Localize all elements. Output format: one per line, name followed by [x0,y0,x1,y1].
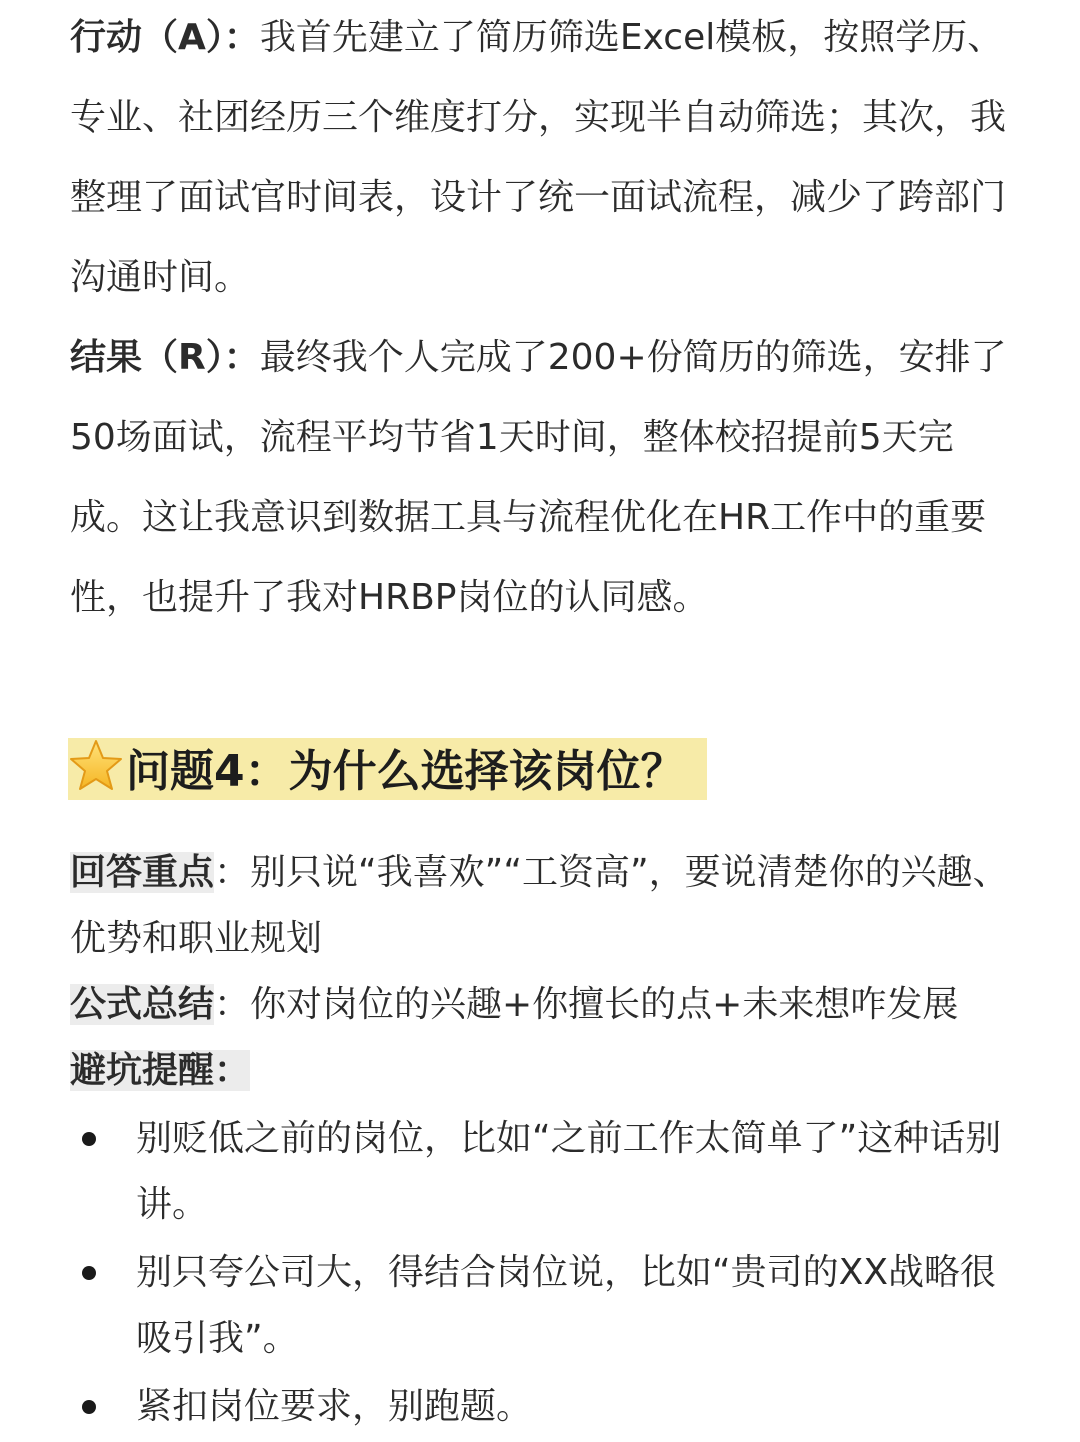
question-title: 问题4：为什么选择该岗位？ [126,746,685,797]
bullet-icon [82,1400,96,1414]
key-point-label: 回答重点 [70,852,215,893]
formula-summary [70,972,1020,1038]
key-point [70,840,1020,972]
result-paragraph [70,318,1020,638]
action-paragraph [70,0,1020,318]
key-point-text: ：别只说“我喜欢”“工资高”，要说清楚你的兴趣、优势和职业规划 [70,852,1009,959]
pitfall-label: 避坑提醒 [70,1050,215,1091]
star-icon [68,738,124,794]
list-item [70,1240,1020,1372]
bullet-icon [82,1266,96,1280]
bullet-icon [82,1132,96,1146]
action-text: 我首先建立了简历筛选Excel模板，按照学历、专业、社团经历三个维度打分，实现半自动筛选；其次，我整理了面试官时间表，设计了统一面试流程，减少了跨部门沟通时间。 [70,17,1007,298]
action-label: 行动（A）： [70,17,260,58]
question-heading [68,738,707,800]
result-text: 最终我个人完成了200+份简历的筛选，安排了50场面试，流程平均节省1天时间，整体校招提前5天完成。这让我意识到数据工具与流程优化在HR工作中的重要性，也提升了我对HRBP岗位的认同感。 [70,337,1007,618]
list-item-text: 别只夸公司大，得结合岗位说，比如“贵司的XX战略很吸引我”。 [136,1252,996,1359]
list-item [70,1106,1020,1238]
list-item [70,1374,1020,1440]
list-item-text: 别贬低之前的岗位，比如“之前工作太简单了”这种话别讲。 [136,1118,1002,1225]
pitfall-list [70,1106,1020,1442]
formula-text: ：你对岗位的兴趣+你擅长的点+未来想咋发展 [214,984,959,1025]
pitfall-heading [70,1038,1020,1104]
formula-label: 公式总结 [70,984,215,1025]
result-label: 结果（R）： [70,337,260,378]
list-item-text: 紧扣岗位要求，别跑题。 [136,1386,533,1427]
pitfall-colon: ： [214,1050,251,1091]
